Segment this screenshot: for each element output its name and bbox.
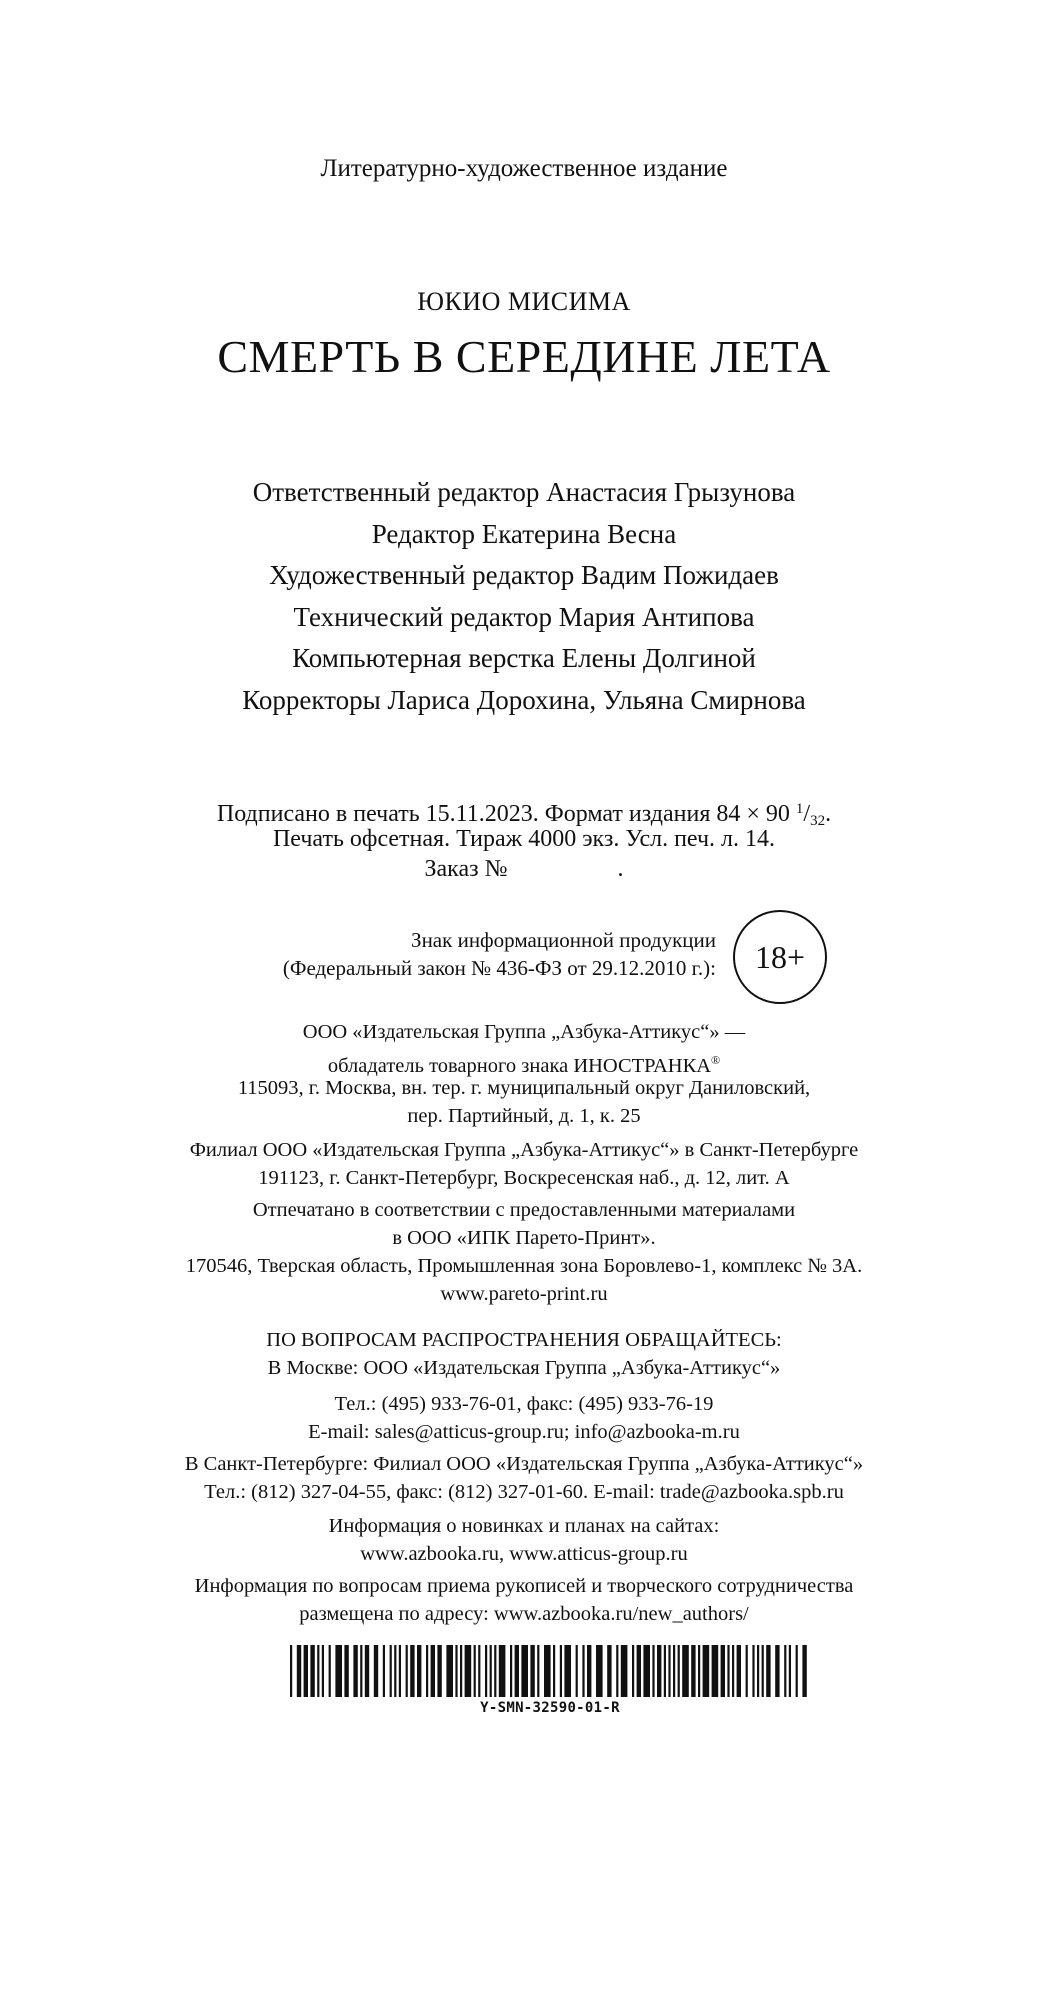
barcode-bar — [737, 1645, 741, 1697]
format-separator: / — [803, 801, 811, 827]
barcode-bar — [732, 1645, 734, 1697]
barcode-code: Y-SMN-32590-01-R — [480, 1700, 620, 1716]
moscow-phone: Тел.: (495) 933-76-01, факс: (495) 933-76-19 — [334, 1393, 714, 1415]
barcode-bar — [383, 1645, 385, 1697]
barcode-bar — [394, 1645, 396, 1697]
moscow-contact: В Москве: ООО «Издательская Группа „Азбука-Аттикус“» — [267, 1357, 781, 1379]
publisher-line: ООО «Издательская Группа „Азбука-Аттикус“» — — [302, 1021, 746, 1043]
barcode-bar — [437, 1645, 441, 1697]
barcode-bar — [360, 1645, 362, 1697]
order-end: . — [617, 856, 624, 882]
branch-address: 191123, г. Санкт-Петербург, Воскресенская наб., д. 12, лит. А — [258, 1167, 790, 1189]
barcode-bar — [290, 1645, 292, 1697]
credit-line: Технический редактор Мария Антипова — [293, 601, 755, 632]
age-law-line: (Федеральный закон № 436-ФЗ от 29.12.2010 г.): — [282, 956, 716, 980]
publisher-address: пер. Партийный, д. 1, к. 25 — [407, 1105, 641, 1127]
signed-line — [0, 794, 1048, 829]
barcode-bar — [455, 1645, 457, 1697]
branch-line: Филиал ООО «Издательская Группа „Азбука-Аттикус“» в Санкт-Петербурге — [189, 1139, 859, 1161]
barcode-bar — [703, 1645, 710, 1697]
barcode-bar — [530, 1645, 534, 1697]
imprint-block — [0, 794, 1048, 884]
age-rating-block — [0, 910, 1048, 1020]
barcode-bar — [607, 1645, 611, 1697]
print-line: Печать офсетная. Тираж 4000 экз. Усл. печ. л. 14. — [272, 826, 776, 852]
author-name: ЮКИО МИСИМА — [417, 287, 631, 316]
barcode-bar — [521, 1645, 528, 1697]
barcode-bar — [537, 1645, 539, 1697]
registered-mark: ® — [711, 1053, 721, 1067]
barcode-bar — [564, 1645, 571, 1697]
printer-line: в ООО «ИПК Парето-Принт». — [392, 1227, 656, 1249]
book-title: СМЕРТЬ В СЕРЕДИНЕ ЛЕТА — [217, 331, 831, 382]
format-numerator: 1 — [795, 801, 804, 817]
barcode-bar — [310, 1645, 314, 1697]
barcode-bar — [766, 1645, 770, 1697]
trademark-line — [0, 1046, 1048, 1077]
barcode-bar — [668, 1645, 670, 1697]
barcode-bar — [322, 1645, 324, 1697]
barcode-bar — [417, 1645, 421, 1697]
barcode-bar — [789, 1645, 791, 1697]
barcode-bar — [474, 1645, 476, 1697]
barcode-bar — [762, 1645, 764, 1697]
credit-line: Редактор Екатерина Весна — [371, 518, 677, 549]
credits-block — [0, 472, 1048, 721]
barcode-bar — [691, 1645, 695, 1697]
distribution-heading: ПО ВОПРОСАМ РАСПРОСТРАНЕНИЯ ОБРАЩАЙТЕСЬ: — [266, 1329, 782, 1351]
manuscripts-line: Информация по вопросам приема рукописей и творческого сотрудничества — [194, 1575, 854, 1597]
credit-line: Корректоры Лариса Дорохина, Ульяна Смирнова — [242, 684, 806, 715]
age-rating-badge — [733, 910, 827, 1004]
barcode-bar — [490, 1645, 492, 1697]
signed-text: Подписано в печать 15.11.2023. Формат издания 84 × 90 — [216, 801, 796, 827]
spb-phone: Тел.: (812) 327-04-55, факс: (812) 327-01-60. E-mail: trade@azbooka.spb.ru — [204, 1481, 844, 1503]
barcode-bar — [616, 1645, 618, 1697]
trademark-text: обладатель товарного знака ИНОСТРАНКА — [327, 1054, 712, 1077]
barcode-bar — [297, 1645, 301, 1697]
printer-line: Отпечатано в соответствии с предоставленными материалами — [252, 1199, 796, 1221]
barcode-bar — [637, 1645, 641, 1697]
barcode-bar — [802, 1645, 806, 1697]
barcode-bar — [678, 1645, 680, 1697]
barcode — [290, 1645, 810, 1697]
format-denominator: 32 — [810, 813, 826, 829]
barcode-bar — [317, 1645, 319, 1697]
spb-contact: В Санкт-Петербурге: Филиал ООО «Издательская Группа „Азбука-Аттикус“» — [184, 1453, 864, 1475]
barcode-bar — [775, 1645, 779, 1697]
barcode-bar — [652, 1645, 654, 1697]
barcode-bar — [682, 1645, 689, 1697]
barcode-bar — [746, 1645, 748, 1697]
barcode-bar — [510, 1645, 512, 1697]
credit-line: Компьютерная верстка Елены Долгиной — [292, 643, 756, 673]
barcode-bar — [304, 1645, 308, 1697]
publisher-address: 115093, г. Москва, вн. тер. г. муниципальный округ Даниловский, — [237, 1077, 811, 1099]
barcode-bar — [712, 1645, 719, 1697]
order-line — [0, 854, 1048, 884]
age-rating-label — [283, 926, 716, 982]
barcode-bar — [587, 1645, 591, 1697]
barcode-bar — [632, 1645, 634, 1697]
barcode-bar — [621, 1645, 628, 1697]
barcode-bar — [426, 1645, 428, 1697]
spb-contacts-block — [0, 1450, 1048, 1506]
barcode-bar — [399, 1645, 401, 1697]
barcode-bar — [465, 1645, 472, 1697]
manuscripts-block — [0, 1572, 1048, 1628]
barcode-bar — [406, 1645, 408, 1697]
printer-address: 170546, Тверская область, Промышленная зона Боровлево-1, комплекс № 3А. — [185, 1255, 863, 1277]
barcode-bar — [494, 1645, 496, 1697]
barcode-bar — [657, 1645, 661, 1697]
barcode-bar — [673, 1645, 675, 1697]
barcode-bar — [757, 1645, 759, 1697]
barcode-bar — [544, 1645, 551, 1697]
barcode-bar — [410, 1645, 414, 1697]
order-label: Заказ № — [424, 856, 508, 882]
credit-line: Ответственный редактор Анастасия Грызунова — [252, 477, 796, 507]
barcode-bar — [329, 1645, 331, 1697]
barcode-bar — [560, 1645, 562, 1697]
barcode-bar — [752, 1645, 754, 1697]
manuscripts-address: размещена по адресу: www.azbooka.ru/new_authors/ — [299, 1603, 749, 1625]
barcode-bar — [582, 1645, 584, 1697]
credit-line: Художественный редактор Вадим Пожидаев — [269, 560, 779, 590]
printer-block — [0, 1196, 1048, 1308]
websites-list: www.azbooka.ru, www.atticus-group.ru — [360, 1543, 688, 1565]
barcode-bar — [344, 1645, 348, 1697]
barcode-bar — [515, 1645, 519, 1697]
barcode-bar — [796, 1645, 798, 1697]
barcode-bar — [596, 1645, 603, 1697]
barcode-bar — [460, 1645, 462, 1697]
barcode-bar — [784, 1645, 786, 1697]
barcode-bar — [478, 1645, 480, 1697]
barcode-bar — [374, 1645, 378, 1697]
distribution-heading-block — [0, 1326, 1048, 1382]
barcode-bar — [365, 1645, 369, 1697]
barcode-bar — [485, 1645, 487, 1697]
barcode-bar — [643, 1645, 650, 1697]
moscow-contacts-block — [0, 1390, 1048, 1446]
edition-type: Литературно-художественное издание — [320, 155, 728, 182]
signed-end: . — [825, 801, 832, 827]
barcode-bar — [727, 1645, 729, 1697]
barcode-bar — [353, 1645, 357, 1697]
barcode-bar — [446, 1645, 453, 1697]
barcode-bar — [576, 1645, 578, 1697]
branch-block — [0, 1136, 1048, 1192]
barcode-bar — [431, 1645, 435, 1697]
barcode-bar — [698, 1645, 700, 1697]
barcode-bar — [390, 1645, 392, 1697]
printer-website: www.pareto-print.ru — [440, 1283, 608, 1305]
barcode-bar — [335, 1645, 342, 1697]
age-label-line: Знак информационной продукции — [411, 928, 716, 952]
publisher-block — [0, 1018, 1048, 1130]
websites-block — [0, 1512, 1048, 1568]
barcode-bar — [721, 1645, 725, 1697]
age-rating-value: 18+ — [754, 938, 806, 975]
moscow-email: E-mail: sales@atticus-group.ru; info@azbooka-m.ru — [308, 1421, 740, 1443]
barcode-bar — [553, 1645, 555, 1697]
websites-label: Информация о новинках и планах на сайтах: — [328, 1515, 720, 1537]
barcode-bar — [664, 1645, 666, 1697]
barcode-bar — [499, 1645, 506, 1697]
